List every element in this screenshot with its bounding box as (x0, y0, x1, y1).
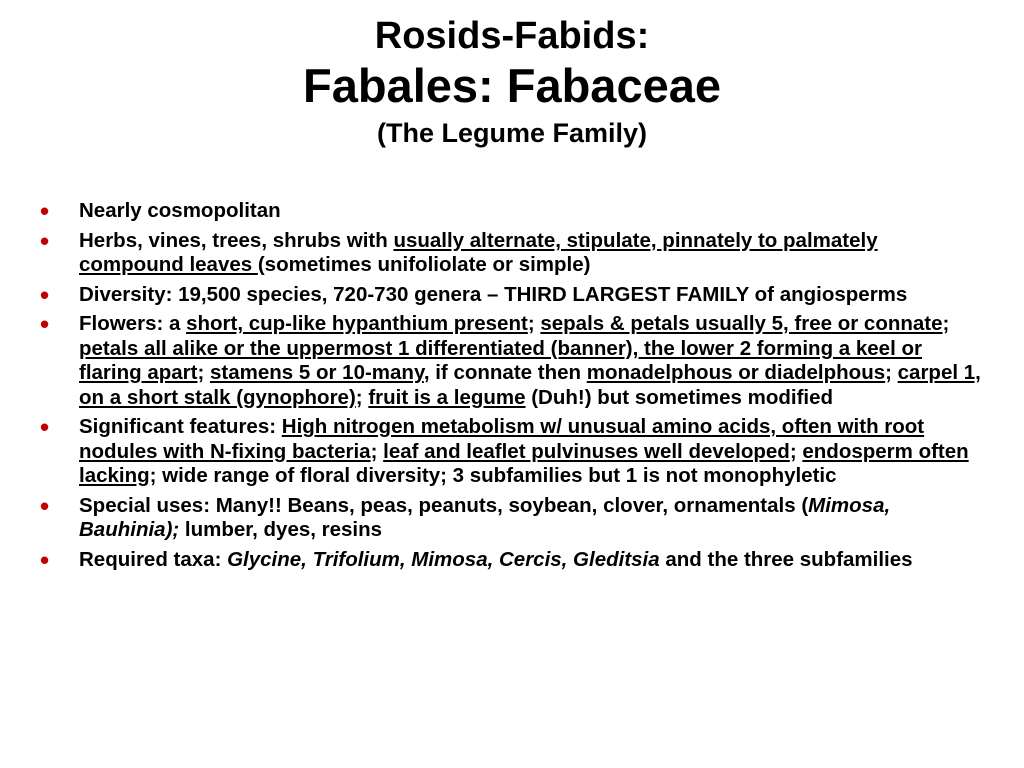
text-segment: Flowers: a (79, 312, 187, 335)
underlined-phrase: stamens 5 or 10-many (210, 361, 424, 384)
bullet-text (79, 415, 969, 487)
text-segment: ; (527, 312, 541, 335)
text-segment: Required taxa: (79, 547, 228, 571)
text-segment: (Duh!) but sometimes modified (525, 385, 834, 409)
title-line-common-name: (The Legume Family) (376, 118, 648, 148)
bullet-text (79, 199, 281, 222)
bullet-text (79, 283, 907, 306)
underlined-phrase: High nitrogen metabolism w/ unusual amino acids, often with root nodules with N-fixing bacteria (79, 415, 925, 463)
bullet-special-uses (40, 490, 985, 543)
title-line-clade: Rosids-Fabids: (374, 15, 650, 57)
bullet-habit-leaves (40, 225, 985, 278)
title-line-family: Fabales: Fabaceae (303, 59, 721, 112)
bullet-marker-icon: • (40, 544, 50, 575)
underlined-phrase: usually alternate, stipulate, pinnately to palmately compound leaves (79, 228, 878, 276)
bullet-text (79, 312, 981, 409)
underlined-phrase: petals all alike or the uppermost 1 differentiated (banner), the lower 2 forming a keel or flaring apart (79, 336, 922, 384)
text-segment: and the three subfamilies (659, 547, 913, 571)
underlined-phrase: short, cup-like hypanthium present (186, 312, 528, 335)
text-segment: Diversity: 19,500 species, 720-730 genera – THIRD LARGEST FAMILY of angiosperms (79, 282, 908, 306)
underlined-phrase: leaf and leaflet pulvinuses well developed (383, 439, 790, 463)
bullet-required-taxa (40, 544, 985, 575)
text-segment: ; (355, 385, 369, 409)
underlined-phrase: fruit is a legume (368, 385, 526, 409)
text-segment: ; (197, 361, 210, 384)
bullet-marker-icon: • (40, 279, 50, 310)
bullet-diversity (40, 279, 985, 310)
text-segment: ; wide range of floral diversity; 3 subfamilies but 1 is not monophyletic (149, 464, 837, 487)
text-segment: Herbs, vines, trees, shrubs with (79, 228, 394, 252)
bullet-marker-icon: • (40, 196, 50, 226)
italic-taxon-names: Mimosa, Bauhinia); (79, 493, 891, 541)
text-segment: Significant features: (79, 415, 282, 438)
bullet-significant-features (40, 412, 985, 489)
bullet-text (79, 494, 890, 542)
underlined-phrase: monadelphous or diadelphous (586, 361, 886, 384)
bullet-distribution (40, 196, 985, 226)
text-segment: Special uses: Many!! Beans, peas, peanuts, soybean, clover, ornamentals ( (79, 493, 809, 517)
bullet-flowers (40, 309, 985, 410)
bullet-list (40, 196, 985, 577)
underlined-phrase: sepals & petals usually 5, free or connate (540, 312, 943, 335)
text-segment: ; (885, 361, 898, 384)
text-segment: Nearly cosmopolitan (79, 199, 281, 222)
text-segment: (sometimes unifoliolate or simple) (257, 253, 591, 276)
bullet-marker-icon: • (40, 490, 50, 521)
bullet-marker-icon: • (40, 309, 50, 339)
text-segment: ; (942, 312, 950, 335)
text-segment: lumber, dyes, resins (179, 518, 383, 541)
italic-taxon-names: Glycine, Trifolium, Mimosa, Cercis, Gleditsia (227, 547, 660, 571)
underlined-phrase: carpel 1, on a short stalk (gynophore) (79, 361, 981, 409)
bullet-marker-icon: • (40, 412, 50, 442)
underlined-phrase: endosperm often lacking (79, 439, 969, 487)
text-segment: , if connate then (423, 361, 587, 384)
bullet-text (79, 229, 878, 277)
text-segment: ; (789, 439, 803, 463)
bullet-text (79, 548, 913, 571)
bullet-marker-icon: • (40, 225, 50, 256)
text-segment: ; (370, 439, 384, 463)
slide-title (0, 14, 1024, 152)
